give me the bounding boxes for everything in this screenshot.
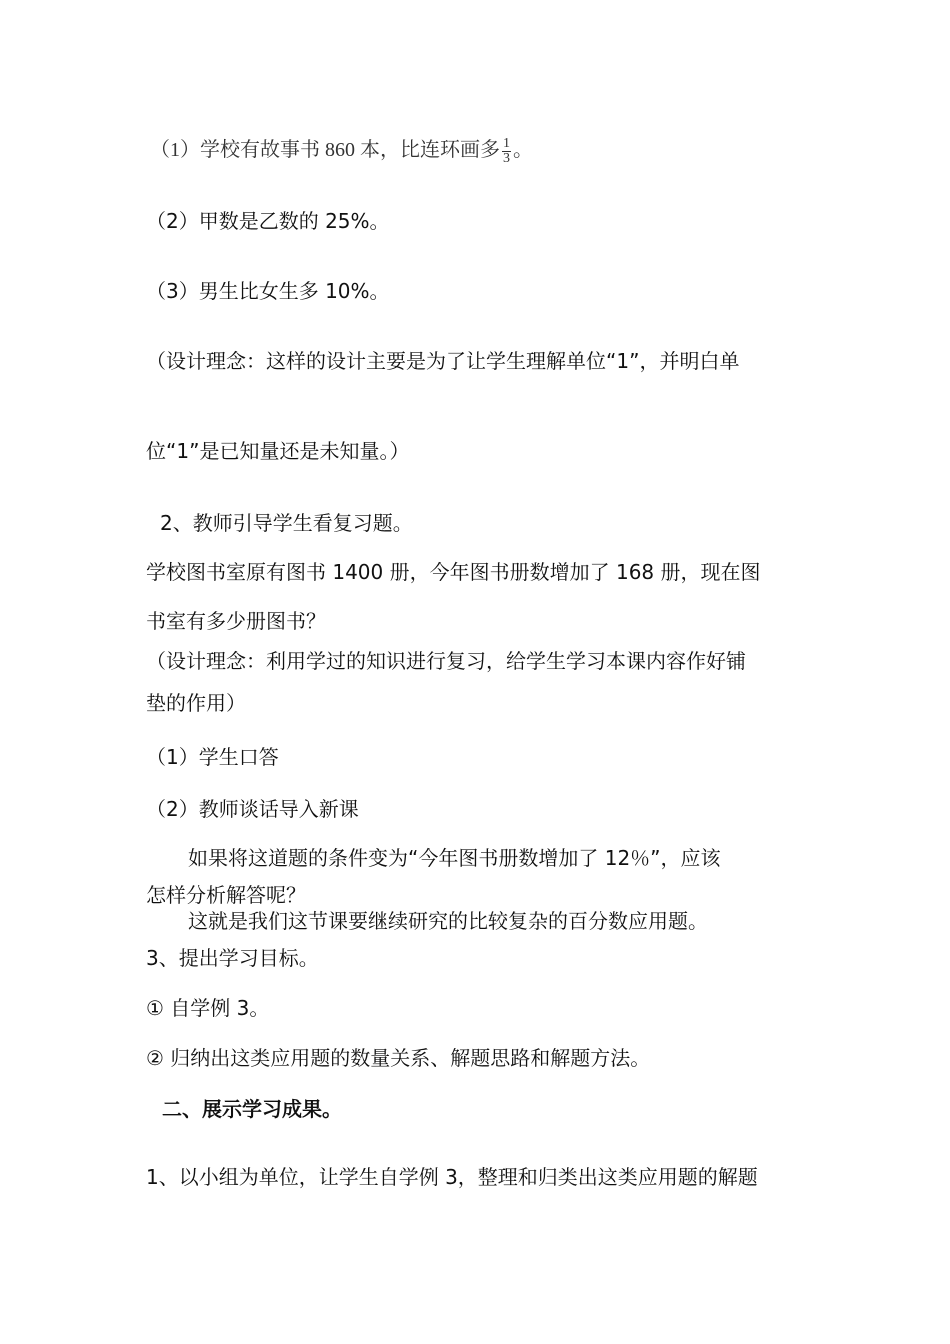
design-note-1-line-2: 位“1”是已知量还是未知量。）	[146, 439, 410, 463]
design-note-2-line-1: （设计理念：利用学过的知识进行复习，给学生学习本课内容作好铺	[146, 649, 746, 673]
sub-step-1: （1）学生口答	[146, 745, 279, 769]
changed-condition-line-1: 如果将这道题的条件变为“今年图书册数增加了 12％”，应该	[188, 846, 721, 870]
design-note-2-line-2: 垫的作用）	[146, 691, 246, 715]
changed-condition-line-2: 怎样分析解答呢？	[146, 883, 306, 907]
goal-2: ② 归纳出这类应用题的数量关系、解题思路和解题方法。	[146, 1046, 651, 1070]
step-2-title: 2、教师引导学生看复习题。	[160, 511, 413, 535]
review-problem-line-2: 书室有多少册图书？	[146, 609, 326, 633]
sub-step-2: （2）教师谈话导入新课	[146, 797, 359, 821]
question-1	[150, 137, 533, 166]
question-1-suffix: 。	[513, 139, 533, 162]
fraction	[502, 137, 511, 166]
question-1-text: 学校有故事书 860 本，比连环画多	[200, 139, 500, 162]
fraction-numerator: 1	[503, 136, 510, 151]
lesson-intro: 这就是我们这节课要继续研究的比较复杂的百分数应用题。	[188, 909, 708, 933]
question-1-prefix: （1）	[150, 139, 200, 162]
design-note-1-line-1: （设计理念：这样的设计主要是为了让学生理解单位“1”，并明白单	[146, 349, 740, 373]
section-2-title: 二、展示学习成果。	[162, 1097, 342, 1121]
question-2: （2）甲数是乙数的 25%。	[146, 209, 390, 233]
section-2-item-1: 1、以小组为单位，让学生自学例 3，整理和归类出这类应用题的解题	[146, 1165, 758, 1189]
goal-1: ① 自学例 3。	[146, 996, 270, 1020]
review-problem-line-1: 学校图书室原有图书 1400 册，今年图书册数增加了 168 册，现在图	[146, 560, 761, 584]
fraction-denominator: 3	[503, 151, 510, 166]
step-3-title: 3、提出学习目标。	[146, 946, 319, 970]
question-3: （3）男生比女生多 10%。	[146, 279, 390, 303]
